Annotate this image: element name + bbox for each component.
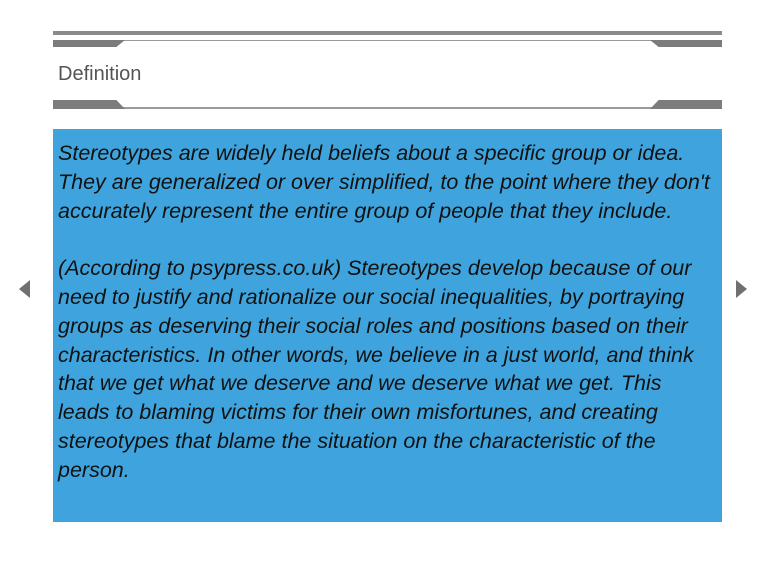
header-bottom-divider — [53, 100, 722, 112]
next-page-icon[interactable] — [736, 280, 747, 298]
header-top-divider — [53, 31, 722, 49]
previous-page-icon[interactable] — [19, 280, 30, 298]
definition-paragraph: Stereotypes are widely held beliefs about a specific group or idea. They are generalized or over simplified, to the point where they don't accurately represent the entire group of people that they include. — [58, 141, 710, 223]
explanation-paragraph: (According to psypress.co.uk) Stereotypes develop because of our need to justify and rationalize our social inequalities, by portraying groups as deserving their social roles and positions based on their characteristics. In other words, we believe in a just world, and think that we get what we deserve and we deserve what we get. This leads to blaming victims for their own misfortunes, and creating stereotypes that blame the situation on the characteristic of the person. — [58, 256, 694, 482]
section-title: Definition — [58, 63, 142, 85]
definition-content — [53, 129, 722, 522]
